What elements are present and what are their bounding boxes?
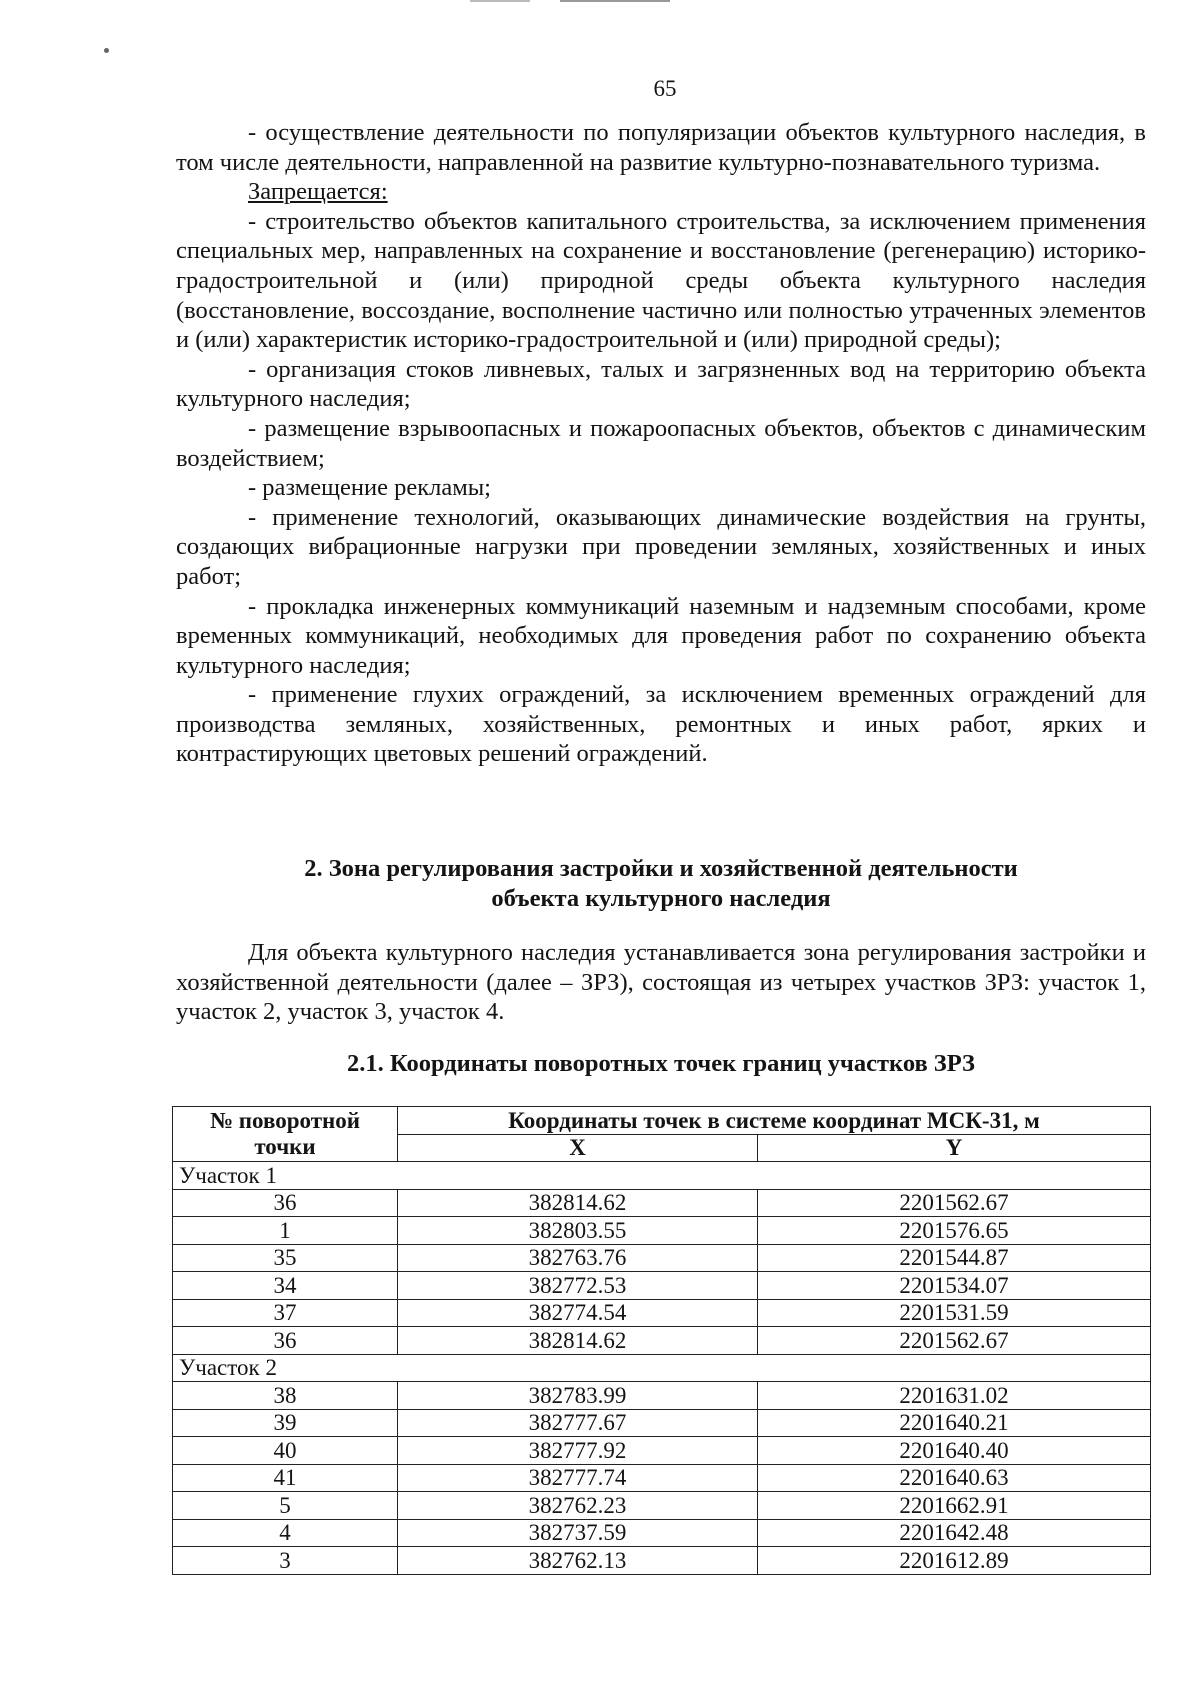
paragraph: - размещение рекламы; xyxy=(248,474,491,502)
coordinates-table xyxy=(172,1106,1151,1575)
y-coordinate-cell: 2201640.40 xyxy=(758,1437,1151,1465)
document-body xyxy=(176,118,1146,769)
point-number-cell: 34 xyxy=(173,1272,398,1300)
y-coordinate-cell: 2201562.67 xyxy=(758,1327,1151,1355)
point-number-cell: 41 xyxy=(173,1464,398,1492)
point-number-cell: 37 xyxy=(173,1299,398,1327)
x-coordinate-cell: 382814.62 xyxy=(398,1189,758,1217)
x-coordinate-cell: 382762.13 xyxy=(398,1547,758,1575)
table-row xyxy=(173,1492,1151,1520)
section-label: Участок 2 xyxy=(173,1354,1151,1382)
x-coordinate-cell: 382777.74 xyxy=(398,1464,758,1492)
y-coordinate-cell: 2201640.21 xyxy=(758,1409,1151,1437)
scan-edge-mark xyxy=(560,0,670,2)
point-number-cell: 36 xyxy=(173,1327,398,1355)
y-coordinate-cell: 2201544.87 xyxy=(758,1244,1151,1272)
table-row xyxy=(173,1272,1151,1300)
point-number-cell: 40 xyxy=(173,1437,398,1465)
table-row xyxy=(173,1189,1151,1217)
table-row xyxy=(173,1409,1151,1437)
paragraph: - строительство объектов капитального строительства, за исключением применения специальных мер, направленных на сохранение и восстановление (регенерацию) историко-градостроительной и (или) природной среды объекта культурного наследия (восстановление, воссоздание, восполнение частично или полностью утраченных элементов и (или) характеристик историко-градостроительной и (или) природной среды); xyxy=(176,207,1146,354)
y-coordinate-cell: 2201642.48 xyxy=(758,1519,1151,1547)
section-heading-line: 2. Зона регулирования застройки и хозяйственной деятельности xyxy=(304,855,1018,882)
section-label: Участок 1 xyxy=(173,1162,1151,1190)
table-header-row xyxy=(173,1107,1151,1135)
table-row xyxy=(173,1519,1151,1547)
paragraph: - применение технологий, оказывающих динамические воздействия на грунты, создающих вибрационные нагрузки при проведении земляных, хозяйственных и иных работ; xyxy=(176,503,1146,590)
point-number-cell: 1 xyxy=(173,1217,398,1245)
x-coordinate-cell: 382777.92 xyxy=(398,1437,758,1465)
point-number-cell: 36 xyxy=(173,1189,398,1217)
y-coordinate-cell: 2201612.89 xyxy=(758,1547,1151,1575)
table-row xyxy=(173,1382,1151,1410)
y-coordinate-cell: 2201576.65 xyxy=(758,1217,1151,1245)
y-coordinate-cell: 2201534.07 xyxy=(758,1272,1151,1300)
prohibited-heading: Запрещается: xyxy=(248,178,388,206)
table-row xyxy=(173,1217,1151,1245)
point-number-cell: 5 xyxy=(173,1492,398,1520)
x-coordinate-cell: 382772.53 xyxy=(398,1272,758,1300)
section-row xyxy=(173,1354,1151,1382)
scan-edge-mark xyxy=(470,0,530,2)
section-heading xyxy=(176,854,1146,913)
page-number: 65 xyxy=(653,76,677,101)
x-coordinate-cell: 382762.23 xyxy=(398,1492,758,1520)
header-y: Y xyxy=(758,1134,1151,1162)
y-coordinate-cell: 2201631.02 xyxy=(758,1382,1151,1410)
paragraph: - размещение взрывоопасных и пожароопасных объектов, объектов с динамическим воздействием; xyxy=(176,414,1146,472)
y-coordinate-cell: 2201640.63 xyxy=(758,1464,1151,1492)
scan-dot xyxy=(104,48,109,53)
x-coordinate-cell: 382737.59 xyxy=(398,1519,758,1547)
table-body xyxy=(173,1162,1151,1575)
table-row xyxy=(173,1547,1151,1575)
y-coordinate-cell: 2201562.67 xyxy=(758,1189,1151,1217)
point-number-cell: 35 xyxy=(173,1244,398,1272)
table-row xyxy=(173,1437,1151,1465)
x-coordinate-cell: 382814.62 xyxy=(398,1327,758,1355)
section-row xyxy=(173,1162,1151,1190)
y-coordinate-cell: 2201531.59 xyxy=(758,1299,1151,1327)
x-coordinate-cell: 382783.99 xyxy=(398,1382,758,1410)
point-number-cell: 3 xyxy=(173,1547,398,1575)
table-title: 2.1. Координаты поворотных точек границ участков ЗРЗ xyxy=(347,1050,975,1077)
paragraph: - применение глухих ограждений, за исключением временных ограждений для производства земляных, хозяйственных, ремонтных и иных работ, ярких и контрастирующих цветовых решений ограждений. xyxy=(176,681,1146,768)
intro-paragraph: Для объекта культурного наследия устанавливается зона регулирования застройки и хозяйственной деятельности (далее – ЗРЗ), состоящая из четырех участков ЗРЗ: участок 1, участок 2, участок 3, участок 4. xyxy=(176,939,1146,1026)
header-coordinates: Координаты точек в системе координат МСК-31, м xyxy=(398,1107,1151,1135)
point-number-cell: 4 xyxy=(173,1519,398,1547)
x-coordinate-cell: 382803.55 xyxy=(398,1217,758,1245)
x-coordinate-cell: 382774.54 xyxy=(398,1299,758,1327)
table-row xyxy=(173,1327,1151,1355)
paragraph: - организация стоков ливневых, талых и загрязненных вод на территорию объекта культурного наследия; xyxy=(176,355,1146,413)
x-coordinate-cell: 382763.76 xyxy=(398,1244,758,1272)
paragraph: - прокладка инженерных коммуникаций наземным и надземным способами, кроме временных коммуникаций, необходимых для проведения работ по сохранению объекта культурного наследия; xyxy=(176,592,1146,679)
y-coordinate-cell: 2201662.91 xyxy=(758,1492,1151,1520)
table-row xyxy=(173,1244,1151,1272)
header-x: X xyxy=(398,1134,758,1162)
point-number-cell: 39 xyxy=(173,1409,398,1437)
section-heading-line: объекта культурного наследия xyxy=(491,884,831,912)
point-number-cell: 38 xyxy=(173,1382,398,1410)
paragraph: - осуществление деятельности по популяризации объектов культурного наследия, в том числе деятельности, направленной на развитие культурно-познавательного туризма. xyxy=(176,119,1146,176)
table-row xyxy=(173,1464,1151,1492)
table-row xyxy=(173,1299,1151,1327)
x-coordinate-cell: 382777.67 xyxy=(398,1409,758,1437)
header-point-number: № поворотной точки xyxy=(173,1107,398,1162)
